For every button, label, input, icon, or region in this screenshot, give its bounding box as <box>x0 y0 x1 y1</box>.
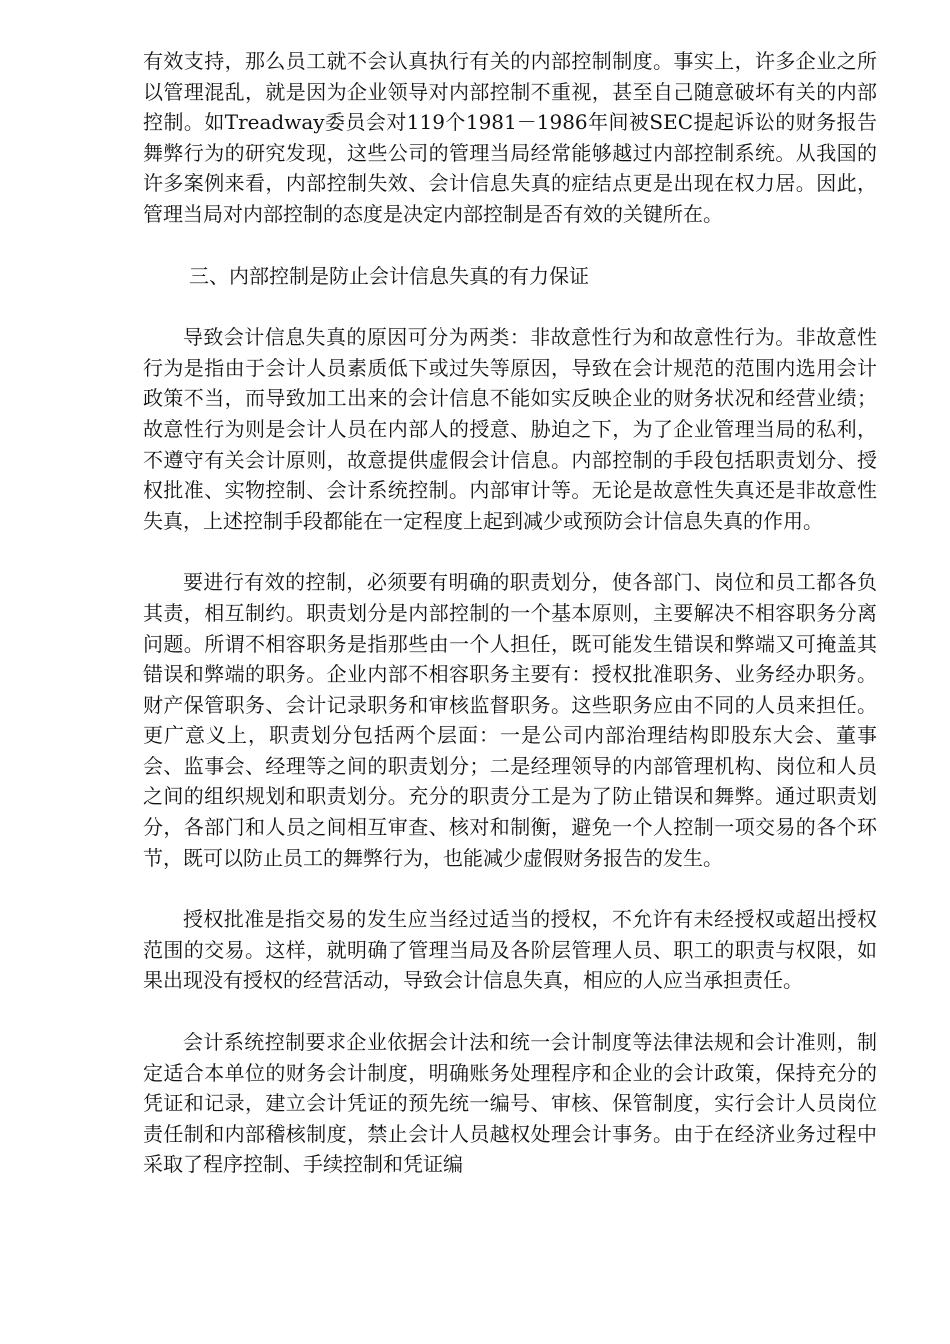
section-heading: 三、内部控制是防止会计信息失真的有力保证 <box>189 263 589 288</box>
document-page <box>143 46 877 1180</box>
paragraph-accounting-system-control: 会计系统控制要求企业依据会计法和统一会计制度等法律法规和会计准则，制定适合本单位的财务会计制度，明确账务处理程序和企业的会计政策，保持充分的凭证和记录，建立会计凭证的预先统一编号、审核、保管制度，实行会计人员岗位责任制和内部稽核制度，禁止会计人员越权处理会计事务。由于在经济业务过程中采取了程序控制、手续控制和凭证编 <box>143 1030 877 1177</box>
paragraph-duty-division: 要进行有效的控制，必须要有明确的职责划分，使各部门、岗位和员工都各负其责，相互制约。职责划分是内部控制的一个基本原则，主要解决不相容职务分离问题。所谓不相容职务是指那些由一个人担任，既可能发生错误和弊端又可掩盖其错误和弊端的职务。企业内部不相容职务主要有：授权批准职务、业务经办职务。财产保管职务、会计记录职务和审核监督职务。这些职务应由不同的人员来担任。更广意义上，职责划分包括两个层面：一是公司内部治理结构即股东大会、董事会、监事会、经理等之间的职责划分；二是经理领导的内部管理机构、岗位和人员之间的组织规划和职责划分。充分的职责分工是为了防止错误和舞弊。通过职责划分，各部门和人员之间相互审查、核对和制衡，避免一个人控制一项交易的各个环节，既可以防止员工的舞弊行为，也能减少虚假财务报告的发生。 <box>143 570 877 870</box>
paragraph-causes: 导致会计信息失真的原因可分为两类：非故意性行为和故意性行为。非故意性行为是指由于会计人员素质低下或过失等原因，导致在会计规范的范围内选用会计政策不当，而导致加工出来的会计信息不能如实反映企业的财务状况和经营业绩；故意性行为则是会计人员在内部人的授意、胁迫之下，为了企业管理当局的私利，不遵守有关会计原则，故意提供虚假会计信息。内部控制的手段包括职责划分、授权批准、实物控制、会计系统控制。内部审计等。无论是故意性失真还是非故意性失真，上述控制手段都能在一定程度上起到减少或预防会计信息失真的作用。 <box>143 325 877 533</box>
paragraph-intro: 有效支持，那么员工就不会认真执行有关的内部控制制度。事实上，许多企业之所以管理混乱，就是因为企业领导对内部控制不重视，甚至自己随意破坏有关的内部控制。如Treadway委员会对119个1981－1986年间被SEC提起诉讼的财务报告舞弊行为的研究发现，这些公司的管理当局经常能够越过内部控制系统。从我国的许多案例来看，内部控制失效、会计信息失真的症结点更是出现在权力居。因此，管理当局对内部控制的态度是决定内部控制是否有效的关键所在。 <box>143 49 877 226</box>
paragraph-authorization: 授权批准是指交易的发生应当经过适当的授权，不允许有未经授权或超出授权范围的交易。这样，就明确了管理当局及各阶层管理人员、职工的职责与权限，如果出现没有授权的经营活动，导致会计信息失真，相应的人应当承担责任。 <box>143 907 877 993</box>
